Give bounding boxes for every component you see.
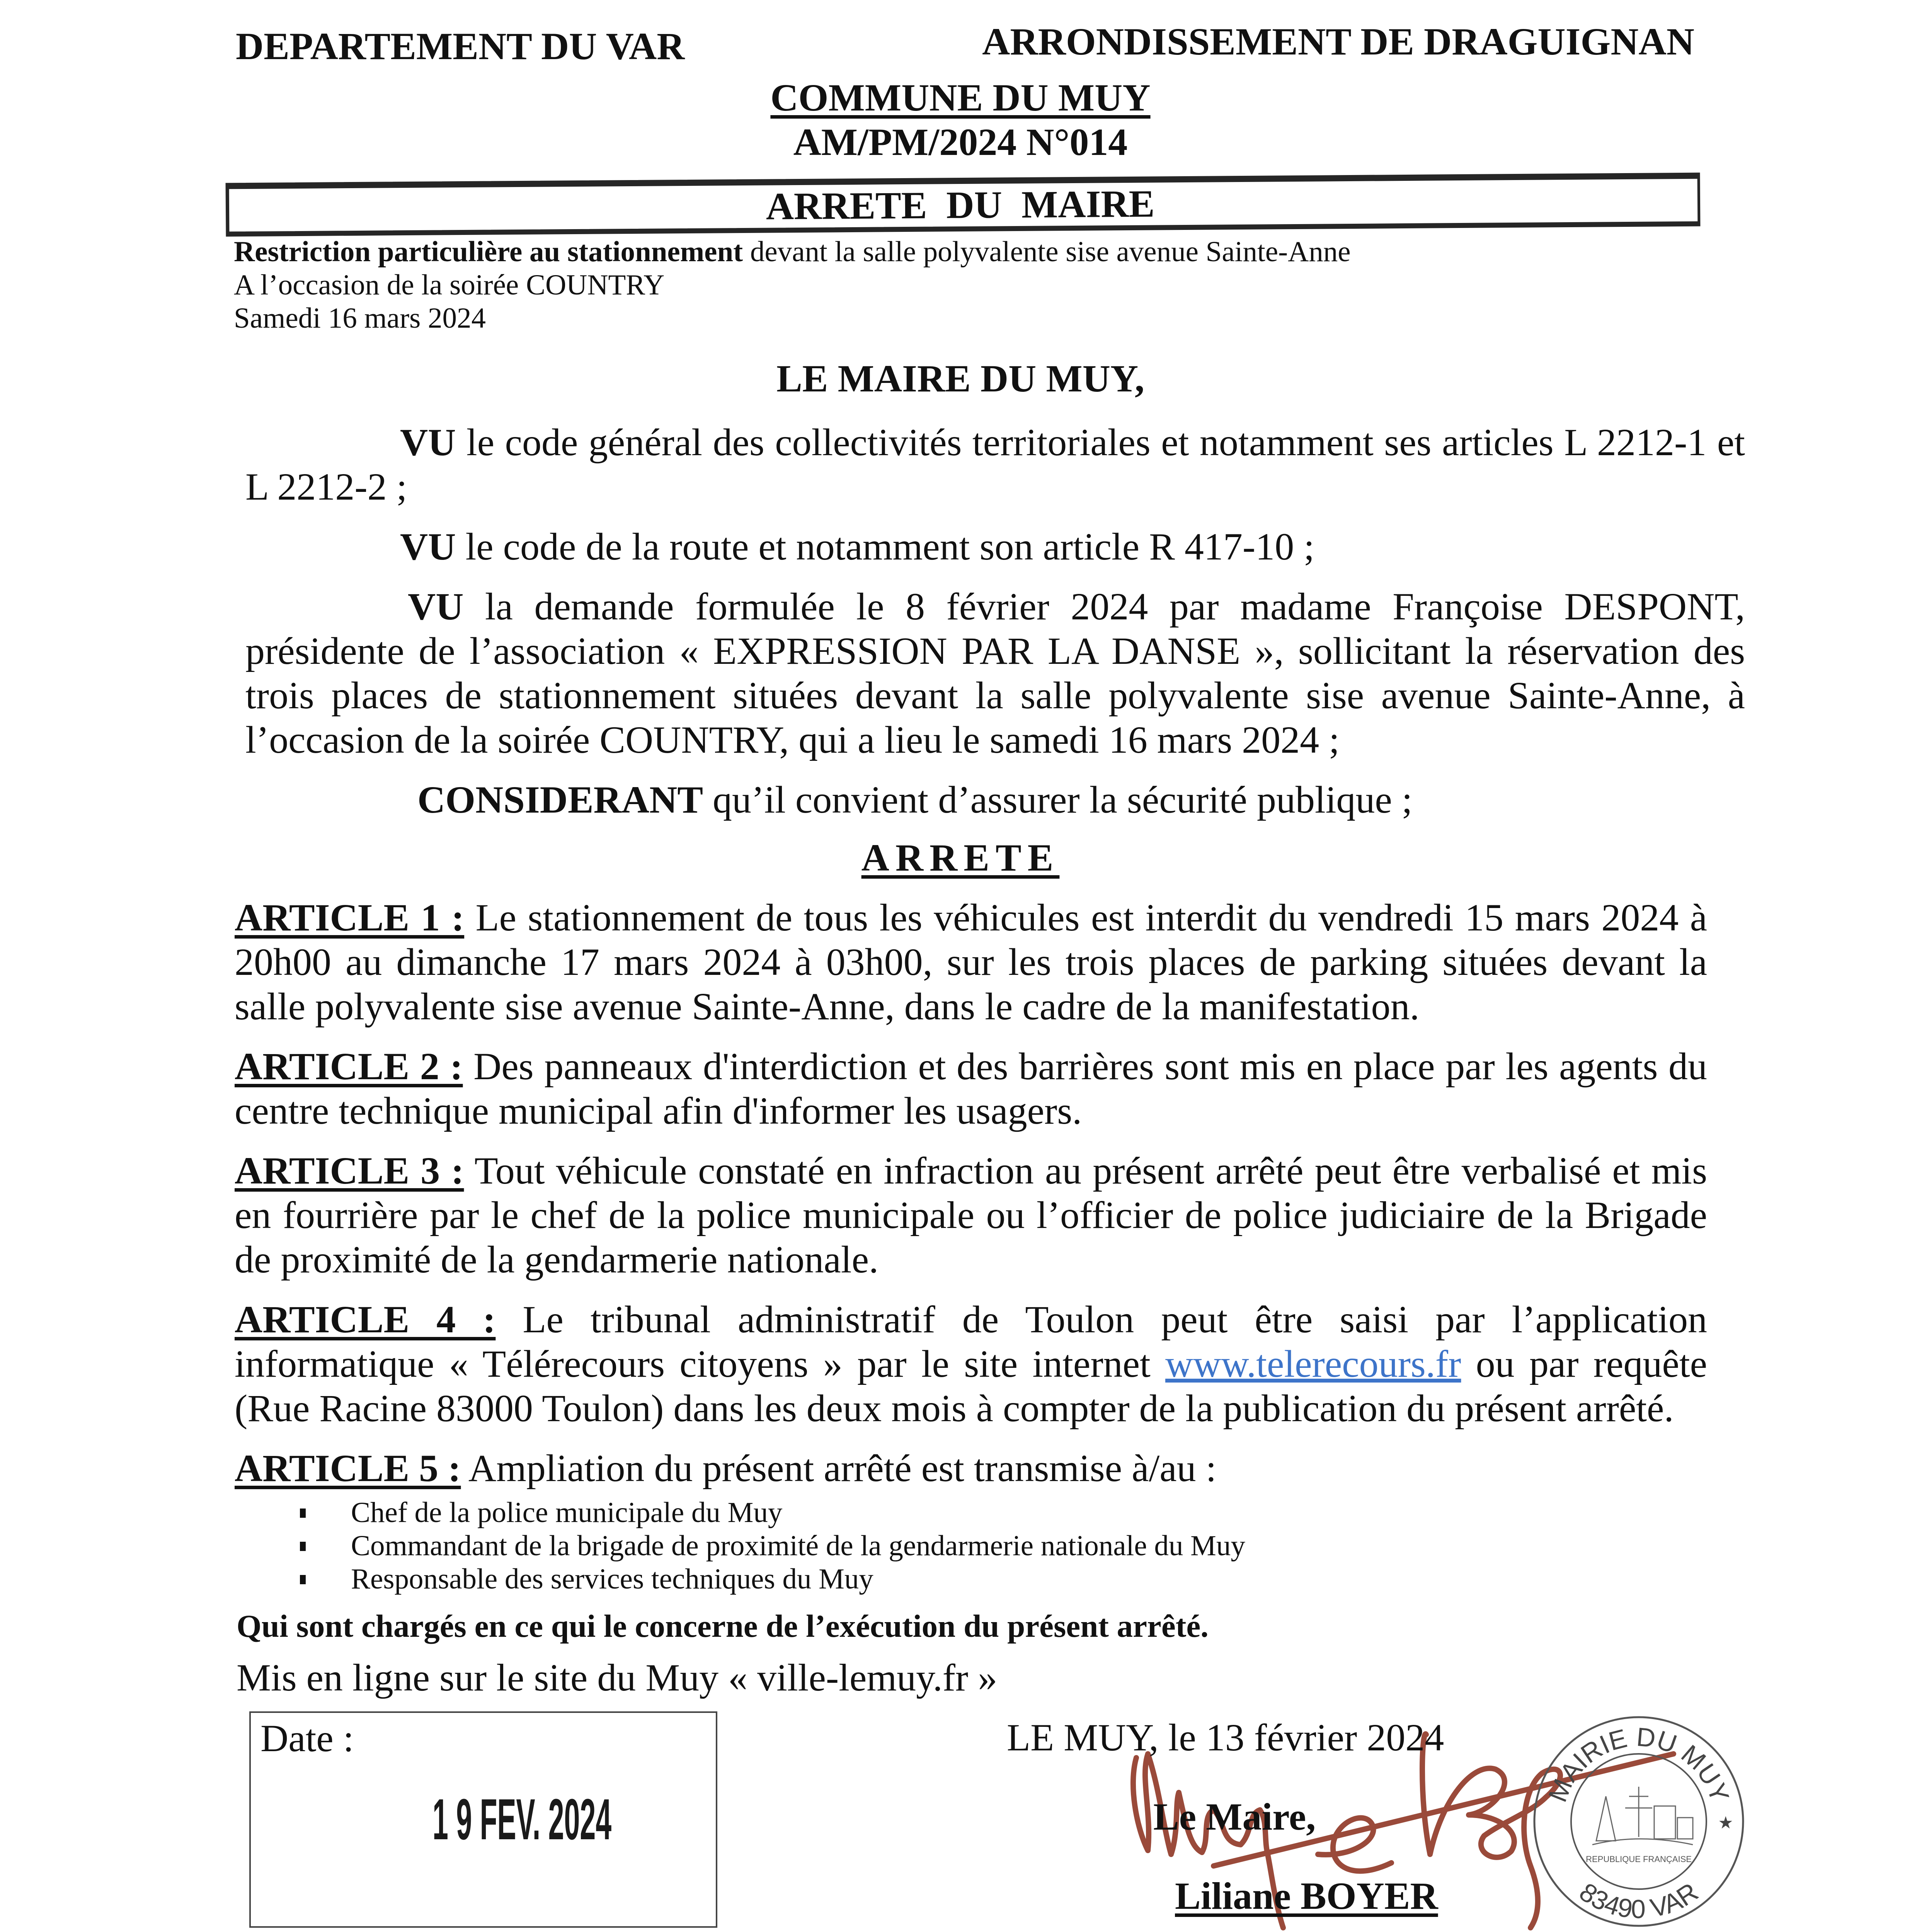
subject-rest: devant la salle polyvalente sise avenue Sainte-Anne — [743, 236, 1351, 268]
seal-star-icon: ★ — [1718, 1813, 1733, 1833]
article-3 — [235, 1148, 1707, 1282]
title-box — [226, 173, 1701, 237]
bullet-icon — [300, 1509, 306, 1518]
article-label: ARTICLE 2 : — [235, 1045, 463, 1088]
header-row — [236, 19, 1745, 68]
subject-line-3: Samedi 16 mars 2024 — [234, 302, 486, 334]
consideration-3 — [245, 584, 1745, 762]
online-note: Mis en ligne sur le site du Muy « ville-lemuy.fr » — [237, 1656, 998, 1699]
department-label: DEPARTEMENT DU VAR — [236, 25, 685, 68]
consideration-text: le code général des collectivités territoriales et notamment ses articles L 2212-1 et L 2212-2 ; — [245, 421, 1745, 508]
subject-block — [234, 235, 1745, 335]
seal-top-text: MAIRIE DU MUY — [1542, 1722, 1735, 1806]
consideration-lead: VU — [408, 585, 464, 628]
subject-line-1 — [234, 235, 1745, 269]
consideration-4 — [245, 777, 1745, 822]
consideration-text: le code de la route et notamment son article R 417-10 ; — [456, 525, 1314, 568]
signature-stroke-e — [1318, 1818, 1391, 1871]
article-text: Des panneaux d'interdiction et des barrières sont mis en place par les agents du centre technique municipal afin d'informer les usagers. — [235, 1045, 1707, 1132]
signatory-name: Liliane BOYER — [1175, 1874, 1438, 1917]
signatory-title: Le Maire, — [1153, 1795, 1316, 1838]
place-date: LE MUY, le 13 février 2024 — [1007, 1716, 1444, 1759]
arrondissement-label: ARRONDISSEMENT DE DRAGUIGNAN — [982, 20, 1694, 63]
article-label: ARTICLE 3 : — [235, 1149, 464, 1192]
signature-stroke-surname — [1422, 1734, 1560, 1928]
article-text: Le stationnement de tous les véhicules est interdit du vendredi 15 mars 2024 à 20h00 au dimanche 17 mars 2024 à 03h00, sur les trois places de parking situées devant la salle polyvalente sise avenue Sainte-Anne, dans le cadre de la manifestation. — [235, 896, 1707, 1028]
seal-outer-ring — [1534, 1717, 1743, 1926]
article-text: Tout véhicule constaté en infraction au présent arrêté peut être verbalisé et mis en fourrière par le chef de la police municipale ou l’officier de police judiciaire de la Brigade de proximité de la gendarmerie nationale. — [235, 1149, 1708, 1281]
subject-line-2: A l’occasion de la soirée COUNTRY — [234, 269, 665, 301]
article-4 — [235, 1297, 1707, 1430]
seal-emblem-icon — [1592, 1787, 1693, 1845]
recipient-text: Responsable des services techniques du Muy — [351, 1563, 873, 1595]
seal-inner-text: REPUBLIQUE FRANÇAISE — [1586, 1854, 1692, 1864]
recipient-item — [245, 1496, 1745, 1529]
date-box — [249, 1711, 717, 1928]
date-label: Date : — [260, 1717, 354, 1760]
article-5 — [235, 1446, 1707, 1490]
consideration-lead: CONSIDERANT — [417, 778, 703, 821]
commune-title: COMMUNE DU MUY — [770, 76, 1151, 119]
recipient-item — [245, 1563, 1745, 1596]
telerecours-link[interactable]: www.telerecours.fr — [1165, 1342, 1461, 1385]
article-label: ARTICLE 5 : — [235, 1447, 461, 1490]
consideration-1 — [245, 420, 1745, 509]
seal-bottom-text: 83490 VAR — [1574, 1877, 1704, 1924]
mayor-heading: LE MAIRE DU MUY, — [776, 357, 1144, 400]
consideration-text: la demande formulée le 8 février 2024 par madame Françoise DESPONT, présidente de l’association « EXPRESSION PAR LA DANSE », sollicitant la réservation des trois places de stationnement situées devant la salle polyvalente sise avenue Sainte-Anne, à l’occasion de la soirée COUNTRY, qui a lieu le samedi 16 mars 2024 ; — [245, 585, 1745, 761]
recipient-item — [245, 1529, 1745, 1563]
seal-inner-ring — [1571, 1754, 1706, 1889]
subject-bold: Restriction particulière au stationnement — [234, 236, 743, 268]
article-1 — [235, 895, 1707, 1029]
article-text: ou par requête (Rue Racine 83000 Toulon) dans les deux mois à compter de la publication du présent arrêté. — [235, 1342, 1707, 1430]
town-seal — [1531, 1713, 1747, 1930]
consideration-text: qu’il convient d’assurer la sécurité publique ; — [703, 778, 1413, 821]
reference-number: AM/PM/2024 N°014 — [793, 121, 1128, 163]
date-stamp: 1 9 FEV. 2024 — [432, 1787, 612, 1852]
bullet-icon — [300, 1542, 306, 1551]
recipients-list — [245, 1496, 1745, 1596]
recipient-text: Commandant de la brigade de proximité de la gendarmerie nationale du Muy — [351, 1530, 1245, 1562]
article-text: Ampliation du présent arrêté est transmise à/au : — [461, 1447, 1217, 1490]
article-2 — [235, 1044, 1707, 1133]
consideration-lead: VU — [400, 421, 456, 464]
signature-block — [0, 1711, 1917, 1932]
consideration-2 — [245, 524, 1745, 569]
recipient-text: Chef de la police municipale du Muy — [351, 1497, 783, 1529]
document-title: ARRETE DU MAIRE — [766, 182, 1155, 228]
article-text: Le tribunal administratif de Toulon peut être saisi par l’application informatique « Télérecours citoyens » par le site internet — [235, 1298, 1707, 1385]
consideration-lead: VU — [400, 525, 456, 568]
arrete-heading: ARRETE — [861, 836, 1060, 879]
bullet-icon — [300, 1575, 306, 1584]
article-label: ARTICLE 1 : — [235, 896, 465, 939]
article-label: ARTICLE 4 : — [235, 1298, 496, 1341]
execution-note: Qui sont chargés en ce qui le concerne de l’exécution du présent arrêté. — [237, 1608, 1209, 1644]
